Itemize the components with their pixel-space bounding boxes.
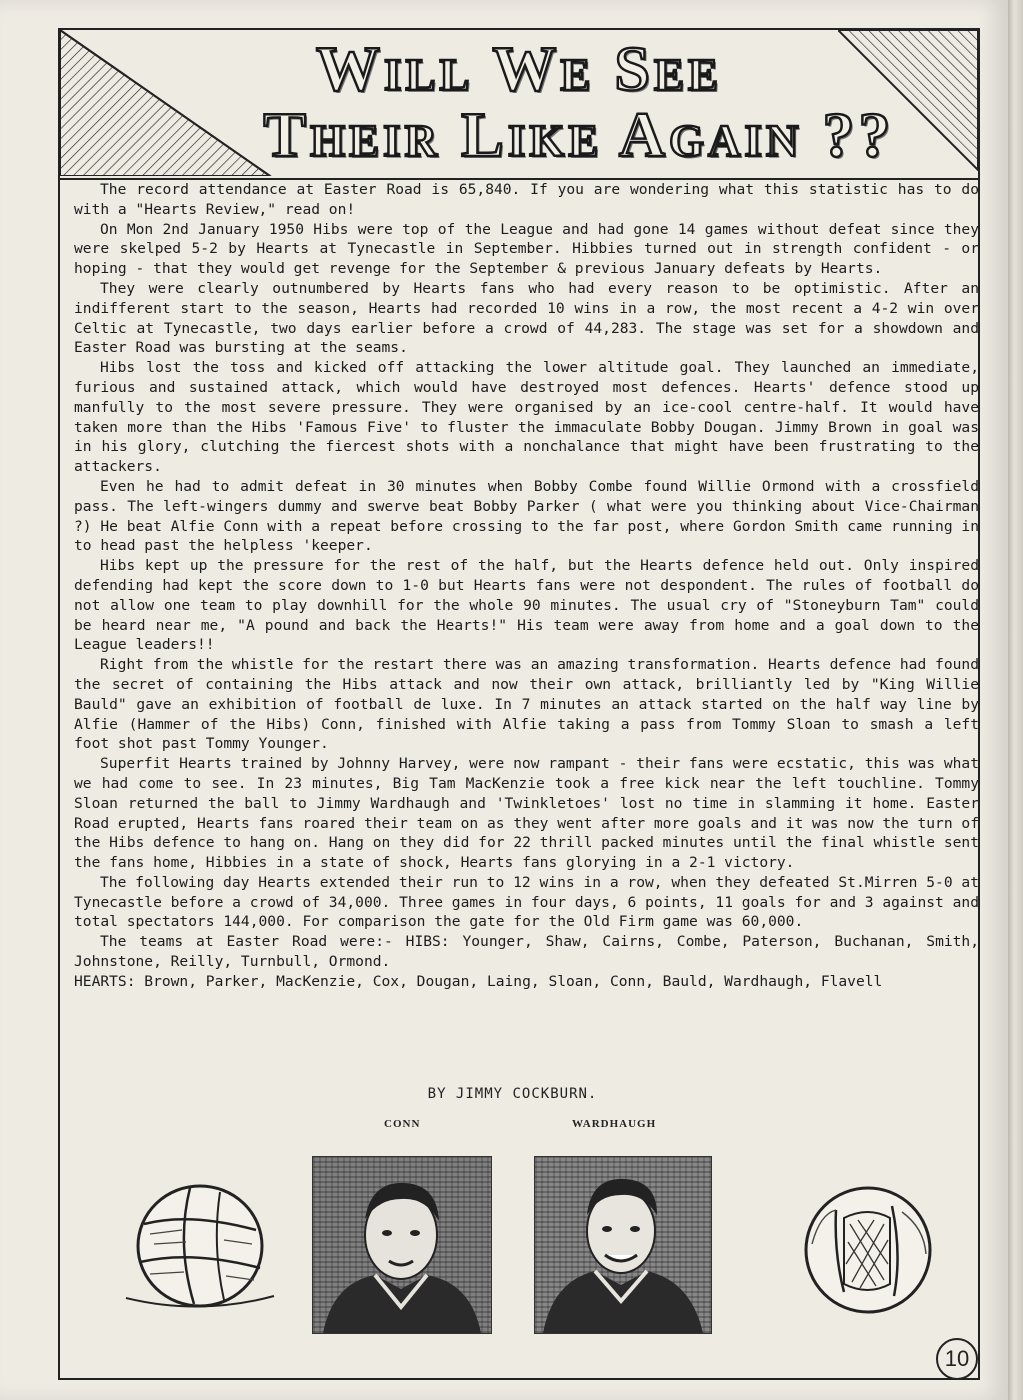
football-drawing-left [120, 1184, 280, 1314]
article-body [74, 180, 979, 992]
article-paragraph: The following day Hearts extended their run to 12 wins in a row, when they defeated St.Mirren 5-0 at Tynecastle before a crowd of 34,000. Three games in four days, 6 points, 11 goals for and 3 against and total spectators 144,000. For comparison the gate for the Old Firm game was 60,000. [74, 873, 979, 931]
page-number: 10 [936, 1338, 978, 1380]
photo-caption-wardhaugh: WARDHAUGH [572, 1118, 657, 1130]
article-paragraph: Hibs lost the toss and kicked off attacking the lower altitude goal. They launched an immediate, furious and sustained attack, which would have destroyed most defences. Hearts' defence stood up manfully to the most severe pressure. They were organised by an ice-cool centre-half. It would have taken more than the Hibs 'Famous Five' to fluster the immaculate Bobby Dougan. Jimmy Brown in goal was in his glory, clutching the fiercest shots with a nonchalance that might have been frustrating to the attackers. [74, 359, 979, 476]
photo-caption-conn: CONN [384, 1118, 421, 1130]
hearts-team-list: HEARTS: Brown, Parker, MacKenzie, Cox, Dougan, Laing, Sloan, Conn, Bauld, Wardhaugh, Flavell [74, 972, 883, 990]
article-paragraph: Right from the whistle for the restart there was an amazing transformation. Hearts defence had found the secret of containing the Hibs attack and now their own attack, brilliantly led by "King Willie Bauld" gave an exhibition of football de luxe. In 7 minutes an attack started on the half way line by Alfie (Hammer of the Hibs) Conn, finished with Alfie taking a pass from Tommy Sloan to smash a left foot shot past Tommy Younger. [74, 656, 979, 753]
article-paragraph: The record attendance at Easter Road is 65,840. If you are wondering what this statistic has to do with a "Hearts Review," read on! [74, 181, 979, 218]
player-photo-conn [312, 1156, 492, 1334]
article-paragraph: Superfit Hearts trained by Johnny Harvey, were now rampant - their fans were ecstatic, this was what we had come to see. In 23 minutes, Big Tam MacKenzie took a free kick near the left touchline. Tommy Sloan returned the ball to Jimmy Wardhaugh and 'Twinkletoes' lost no time in slamming it home. Easter Road erupted, Hearts fans roared their team on as they went after more goals and it was now the turn of the Hibs defence to hang on. Hang on they did for 22 thrill packed minutes until the final whistle sent the fans home, Hibbies in a state of shock, Hearts fans glorying in a 2-1 victory. [74, 755, 979, 872]
article-paragraph: Even he had to admit defeat in 30 minutes when Bobby Combe found Willie Ormond with a crossfield pass. The left-wingers dummy and swerve beat Bobby Parker ( what were you thinking about Vice-Chairman ?) He beat Alfie Conn with a repeat before crossing to the far post, where Gordon Smith came running in to head past the helpless 'keeper. [74, 477, 979, 555]
article-paragraph: Hibs kept up the pressure for the rest of the half, but the Hearts defence held out. Only inspired defending had kept the score down to 1-0 but Hearts fans were not despondent. The rules of football do not allow one team to play downhill for the whole 90 minutes. The usual cry of "Stoneyburn Tam" could be heard near me, "A pound and back the Hearts!" His team were away from home and a goal down to the League leaders!! [74, 557, 979, 654]
article-paragraph: The teams at Easter Road were:- HIBS: Younger, Shaw, Cairns, Combe, Paterson, Buchanan, Smith, Johnstone, Reilly, Turnbull, Ormond. [74, 933, 979, 971]
article-paragraph: They were clearly outnumbered by Hearts fans who had every reason to be optimistic. After an indifferent start to the season, Hearts had recorded 10 wins in a row, the most recent a 4-2 win over Celtic at Tynecastle, two days earlier before a crowd of 44,283. The stage was set for a showdown and Easter Road was bursting at the seams. [74, 279, 979, 357]
byline: BY JIMMY COCKBURN. [427, 1086, 598, 1102]
football-drawing-right [798, 1184, 938, 1324]
title-banner [60, 30, 978, 180]
title-line-2: Their Like Again ?? [263, 99, 895, 170]
title-line-1: Will We See [315, 33, 723, 104]
page-frame [58, 28, 980, 1380]
article-paragraph: On Mon 2nd January 1950 Hibs were top of the League and had gone 14 games without defeat since they were skelped 5-2 by Hearts at Tynecastle in September. Hibbies turned out in strength confident - or hoping - that they would get revenge for the September & previous January defeats by Hearts. [74, 220, 979, 278]
binding-edge [1008, 0, 1023, 1400]
player-photo-wardhaugh [534, 1156, 712, 1334]
